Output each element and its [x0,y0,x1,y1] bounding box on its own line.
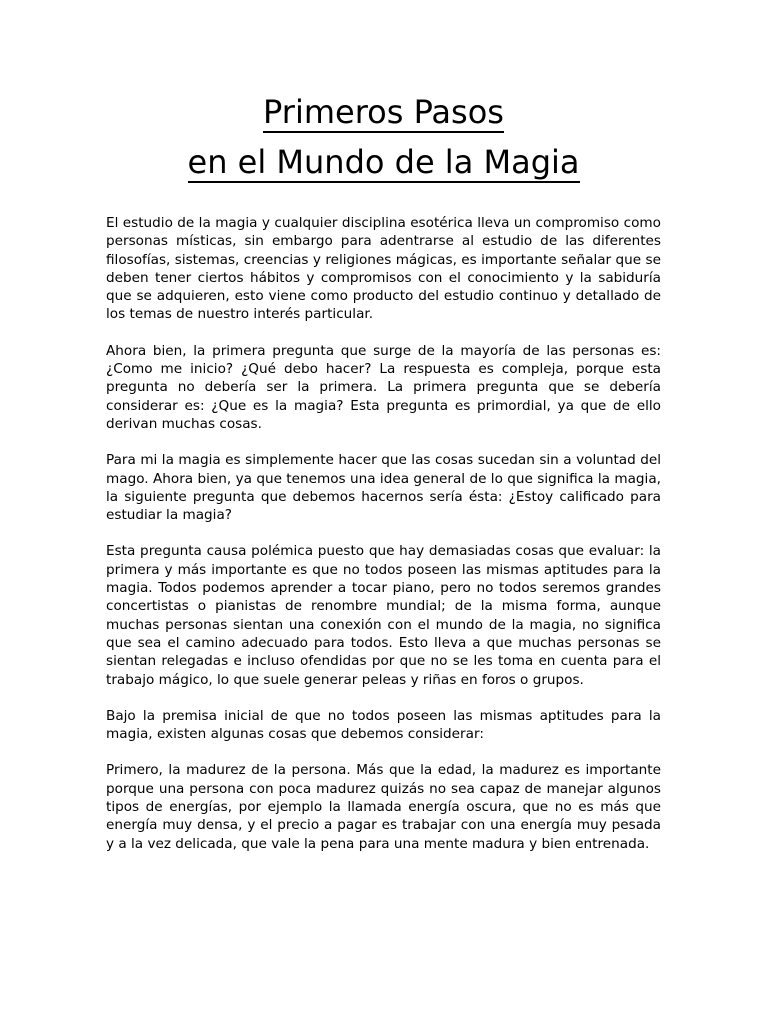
paragraph-4: Esta pregunta causa polémica puesto que hay demasiadas cosas que evaluar: la primera y más importante es que no todos poseen las mismas aptitudes para la magia. Todos podemos aprender a tocar piano, pero no todos seremos grandes concertistas o pianistas de renombre mundial; de la misma forma, aunque muchas personas sientan una conexión con el mundo de la magia, no significa que sea el camino adecuado para todos. Esto lleva a que muchas personas se sientan relegadas e incluso ofendidas por que no se les toma en cuenta para el trabajo mágico, lo que suele generar peleas y riñas en foros o grupos. [106,543,661,688]
document-page [106,88,661,871]
paragraph-5: Bajo la premisa inicial de que no todos poseen las mismas aptitudes para la magia, existen algunas cosas que debemos considerar: [106,707,661,743]
paragraph-2: Ahora bien, la primera pregunta que surge de la mayoría de las personas es: ¿Como me inicio? ¿Qué debo hacer? La respuesta es compleja, porque esta pregunta no debería ser la primera. La primera pregunta que se debería considerar es: ¿Que es la magia? Esta pregunta es primordial, ya que de ello derivan muchas cosas. [106,342,661,432]
title-line-2: en el Mundo de la Magia [187,143,580,181]
paragraph-6: Primero, la madurez de la persona. Más que la edad, la madurez es importante porque una persona con poca madurez quizás no sea capaz de manejar algunos tipos de energías, por ejemplo la llamada energía oscura, que no es más que energía muy densa, y el precio a pagar es trabajar con una energía muy pesada y a la vez delicada, que vale la pena para una mente madura y bien entrenada. [106,762,661,852]
document-title [106,88,661,188]
title-line-1: Primeros Pasos [263,93,504,131]
paragraph-1: El estudio de la magia y cualquier disciplina esotérica lleva un compromiso como personas místicas, sin embargo para adentrarse al estudio de las diferentes filosofías, sistemas, creencias y religiones mágicas, es importante señalar que se deben tener ciertos hábitos y compromisos con el conocimiento y la sabiduría que se adquieren, esto viene como producto del estudio continuo y detallado de los temas de nuestro interés particular. [106,215,661,323]
paragraph-3: Para mi la magia es simplemente hacer que las cosas sucedan sin a voluntad del mago. Ahora bien, ya que tenemos una idea general de lo que significa la magia, la siguiente pregunta que debemos hacernos sería ésta: ¿Estoy calificado para estudiar la magia? [106,452,661,524]
